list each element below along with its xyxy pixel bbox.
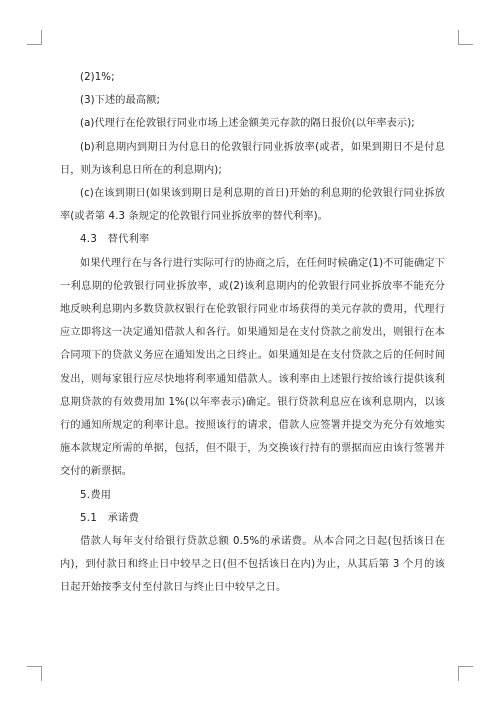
section-heading-5-1: 5.1 承诺费 xyxy=(80,512,140,524)
paragraph-rate-option-c: (c)在该到期日(如果该到期日是利息期的首日)开始的利息期的伦敦银行同业拆放率(或者第 4.3 条规定的伦敦银行同业拆放率的替代利率)。 xyxy=(60,188,445,223)
paragraph-rate-option-2: (2)1%; xyxy=(80,72,115,83)
paragraph-rate-option-b: (b)利息期内到期日为付息日的伦敦银行同业拆放率(或者，如果到期日不是付息日，则为该利息日所在的利息期内); xyxy=(60,141,445,176)
paragraph-rate-option-a: (a)代理行在伦敦银行同业市场上述金额美元存款的隔日报价(以年率表示); xyxy=(80,118,415,130)
document-body xyxy=(60,66,445,600)
section-heading-4-3: 4.3 替代利率 xyxy=(80,234,150,246)
crop-mark-bottom-right xyxy=(458,666,473,681)
crop-mark-bottom-left xyxy=(27,666,42,681)
section-heading-5: 5.费用 xyxy=(80,489,112,501)
crop-mark-top-left xyxy=(27,30,42,45)
paragraph-commitment-fee: 借款人每年支付给银行贷款总额 0.5%的承诺费。从本合同之日起(包括该日在内)，到付款日和终止日中较早之日(但不包括该日在内)为止，从其后第 3 个月的该日起开始按季支付至付款日与终止日中较早之日。 xyxy=(60,536,445,594)
paragraph-rate-option-3: (3)下述的最高额; xyxy=(80,95,160,107)
crop-mark-top-right xyxy=(458,30,473,45)
paragraph-substitute-rate: 如果代理行在与各行进行实际可行的协商之后，在任何时候确定(1)不可能确定下一利息期的伦敦银行同业拆放率，或(2)该利息期内的伦敦银行同业拆放率不能充分地反映利息期内多数贷款权银行在伦敦银行同业市场获得的美元存款的费用，代理行应立即将这一决定通知借款人和各行。如果通知是在支付贷款之前发出，则银行在本合同项下的贷款义务应在通知发出之日终止。如果通知是在支付贷款之后的任何时间发出，则每家银行应尽快地将利率通知借款人。该利率由上述银行按给该行提供该利息期贷款的有效费用加 1%(以年率表示)确定。银行贷款利息应在该利息期内，以该行的通知所规定的利率计息。按照该行的请求，借款人应签署并提交为充分有效地实施本款规定所需的单据，包括，但不限于，为交换该行持有的票据而应由该行签署并交付的新票据。 xyxy=(60,257,445,478)
